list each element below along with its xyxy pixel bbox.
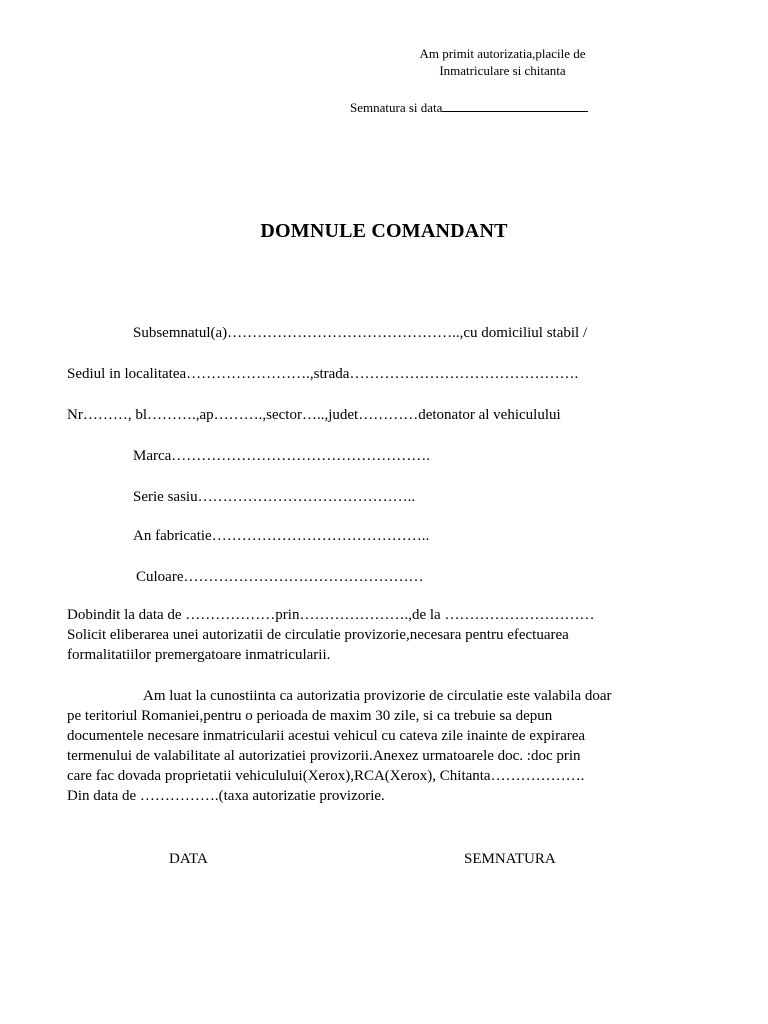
receipt-signature-label: Semnatura si data [350,100,443,115]
signature-underline [442,99,588,112]
notice-line-4: termenului de valabilitate al autorizatiei provizorii.Anexez urmatoarele doc. :doc prin [67,748,581,764]
receipt-confirmation [395,45,610,79]
field-nr: Nr………, bl……….,ap……….,sector…..,judet…………detonator al vehiculului [67,407,561,423]
notice-line-1: Am luat la cunostiinta ca autorizatia provizorie de circulatie este valabila doar [143,688,612,704]
document-title: DOMNULE COMANDANT [260,220,508,242]
request-line-1: Dobindit la data de ………………prin………………….,de la ………………………… [67,607,595,623]
notice-line-2: pe teritoriul Romaniei,pentru o perioada de maxim 30 zile, si ca trebuie sa depun [67,708,553,724]
field-culoare: Culoare………………………………………… [136,569,424,585]
request-paragraph [67,605,707,665]
receipt-line-1: Am primit autorizatia,placile de [419,46,586,61]
request-line-3: formalitatiilor premergatoare inmatricularii. [67,647,331,663]
receipt-signature-line [350,99,588,116]
request-line-2: Solicit eliberarea unei autorizatii de circulatie provizorie,necesara pentru efectuarea [67,627,569,643]
notice-line-3: documentele necesare inmatricularii acestui vehicul cu cateva zile inainte de expirarea [67,728,586,744]
field-marca: Marca……………………………………………. [133,448,431,464]
field-an-fabricatie: An fabricatie…………………………………….. [133,528,430,544]
notice-paragraph [67,686,707,806]
notice-line-6: Din data de …………….(taxa autorizatie provizorie. [67,788,385,804]
notice-line-5: care fac dovada proprietatii vehiculului(Xerox),RCA(Xerox), Chitanta………………. [67,768,585,784]
signature-label: SEMNATURA [464,851,556,867]
field-serie-sasiu: Serie sasiu…………………………………….. [133,489,416,505]
field-subsemnatul: Subsemnatul(a)………………………………………..,cu domiciliul stabil / [133,325,588,341]
receipt-line-2: Inmatriculare si chitanta [439,63,566,78]
date-label: DATA [169,851,208,867]
field-sediul: Sediul in localitatea…………………….,strada………………………………………. [67,366,579,382]
